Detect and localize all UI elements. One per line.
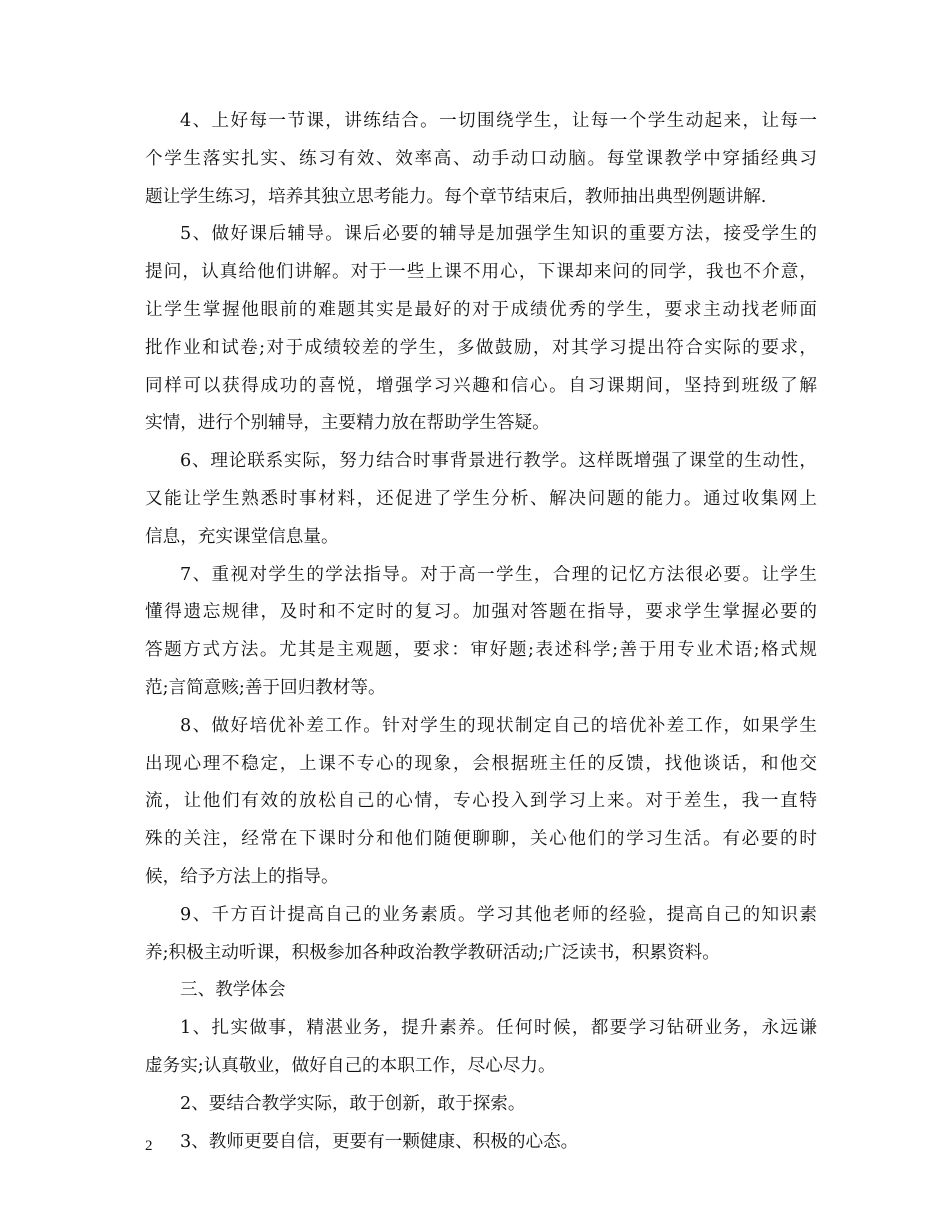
text-line: 4、上好每一节课，讲练结合。一切围绕学生，让每一个学生动起来，让每一 <box>180 111 817 131</box>
text-line: 6、理论联系实际，努力结合时事背景进行教学。这样既增强了课堂的生动性， <box>180 451 817 472</box>
section-heading: 三、教学体会 <box>180 980 286 1001</box>
text-line: 懂得遗忘规律，及时和不定时的复习。加强对答题在指导，要求学生掌握必要的 <box>145 602 817 623</box>
text-line: 候，给予方法上的指导。 <box>145 866 339 887</box>
text-line: 题让学生练习，培养其独立思考能力。每个章节结束后，教师抽出典型例题讲解. <box>145 186 767 207</box>
text-line: 范;言简意赅;善于回归教材等。 <box>145 677 386 698</box>
text-line: 实情，进行个别辅导，主要精力放在帮助学生答疑。 <box>145 413 550 434</box>
text-line: 7、重视对学生的学法指导。对于高一学生，合理的记忆方法很必要。让学生 <box>180 564 817 585</box>
text-line: 信息，充实课堂信息量。 <box>145 526 339 547</box>
text-line: 出现心理不稳定，上课不专心的现象，会根据班主任的反馈，找他谈话，和他交 <box>145 753 817 774</box>
document-body <box>145 103 817 1161</box>
text-line: 1、扎实做事，精湛业务，提升素养。任何时候，都要学习钻研业务，永远谦 <box>180 1018 817 1039</box>
text-line: 又能让学生熟悉时事材料，还促进了学生分析、解决问题的能力。通过收集网上 <box>145 488 817 509</box>
text-line: 流，让他们有效的放松自己的心情，专心投入到学习上来。对于差生，我一直特 <box>145 791 817 812</box>
text-line: 养;积极主动听课，积极参加各种政治教学教研活动;广泛读书，积累资料。 <box>145 942 720 963</box>
text-line: 让学生掌握他眼前的难题其实是最好的对于成绩优秀的学生，要求主动找老师面 <box>145 299 817 320</box>
text-line: 9、千方百计提高自己的业务素质。学习其他老师的经验，提高自己的知识素 <box>180 904 817 925</box>
page-number: 2 <box>145 1138 153 1154</box>
text-line: 殊的关注，经常在下课时分和他们随便聊聊，关心他们的学习生活。有必要的时 <box>145 829 817 850</box>
text-line: 2、要结合教学实际，敢于创新，敢于探索。 <box>180 1093 526 1114</box>
text-line: 8、做好培优补差工作。针对学生的现状制定自己的培优补差工作，如果学生 <box>180 715 817 736</box>
text-line: 同样可以获得成功的喜悦，增强学习兴趣和信心。自习课期间，坚持到班级了解 <box>145 375 817 396</box>
text-line: 批作业和试卷;对于成绩较差的学生，多做鼓励，对其学习提出符合实际的要求， <box>145 337 817 358</box>
text-line: 个学生落实扎实、练习有效、效率高、动手动口动脑。每堂课教学中穿插经典习 <box>145 148 817 169</box>
text-line: 提问，认真给他们讲解。对于一些上课不用心，下课却来问的同学，我也不介意， <box>145 262 817 283</box>
text-line: 答题方式方法。尤其是主观题，要求：审好题;表述科学;善于用专业术语;格式规 <box>145 640 817 661</box>
text-line: 3、教师更要自信，更要有一颗健康、积极的心态。 <box>180 1131 579 1152</box>
text-line: 5、做好课后辅导。课后必要的辅导是加强学生知识的重要方法，接受学生的 <box>180 224 817 245</box>
text-line: 虚务实;认真敬业，做好自己的本职工作，尽心尽力。 <box>145 1055 556 1076</box>
